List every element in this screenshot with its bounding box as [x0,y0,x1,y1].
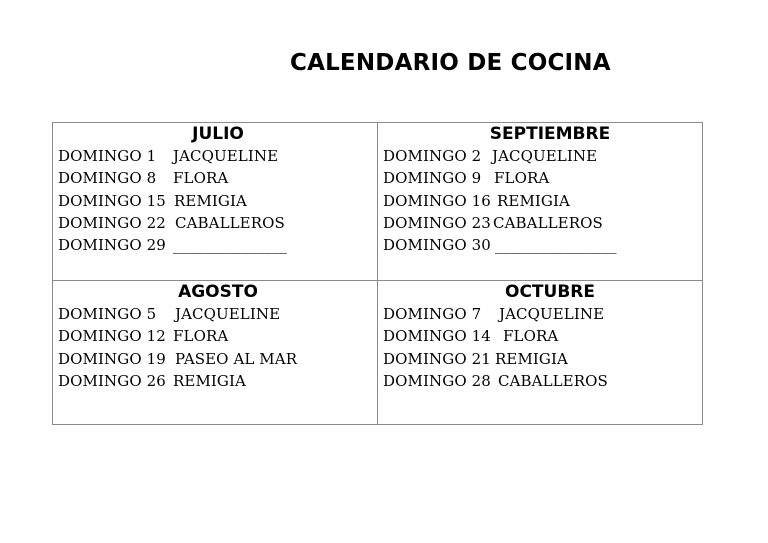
day-label: DOMINGO 2 [383,147,482,165]
assignee-name: JACQUELINE [173,147,279,165]
calendar-table [52,122,703,425]
list-item [58,145,377,167]
list-item [383,234,702,256]
day-label: DOMINGO 23 [383,213,491,232]
assignee-name: CABALLEROS [498,371,608,390]
day-label: DOMINGO 26 [58,371,166,390]
month-cell-julio [53,123,378,281]
assignee-name: JACQUELINE [492,147,598,165]
assignee-name: ________________ [495,236,617,255]
list-item [383,212,702,234]
assignee-name: _______________ [173,236,287,255]
assignee-name: JACQUELINE [175,305,281,323]
list-item [383,348,702,370]
list-item [58,370,377,392]
day-label: DOMINGO 30 [383,236,491,255]
assignee-name: FLORA [494,169,550,188]
list-item [383,167,702,189]
month-cell-septiembre [378,123,703,281]
day-label: DOMINGO 8 [58,169,157,188]
list-item [58,325,377,347]
day-label: DOMINGO 29 [58,236,166,255]
assignee-name: FLORA [173,327,229,346]
assignee-name: FLORA [503,327,559,346]
assignee-name: FLORA [173,169,229,188]
day-label: DOMINGO 1 [58,147,157,165]
day-label: DOMINGO 14 [383,327,491,346]
list-item [58,303,377,325]
day-label: DOMINGO 28 [383,371,491,390]
month-cell-agosto [53,281,378,425]
assignee-name: CABALLEROS [493,213,603,232]
list-item [58,348,377,370]
list-item [58,190,377,212]
assignee-name: REMIGIA [174,191,247,210]
day-label: DOMINGO 9 [383,169,482,188]
page-title: CALENDARIO DE COCINA [290,50,611,76]
assignee-name: REMIGIA [497,191,570,210]
month-title-agosto: AGOSTO [178,282,258,302]
day-label: DOMINGO 22 [58,213,166,232]
day-label: DOMINGO 21 [383,349,491,368]
month-title-octubre: OCTUBRE [505,282,595,302]
list-item [58,234,377,256]
day-label: DOMINGO 12 [58,327,166,346]
assignee-name: CABALLEROS [175,213,285,232]
day-label: DOMINGO 7 [383,305,482,323]
list-item [383,145,702,167]
assignee-name: PASEO AL MAR [175,349,298,368]
day-label: DOMINGO 19 [58,349,166,368]
list-item [383,303,702,325]
month-cell-octubre [378,281,703,425]
day-label: DOMINGO 16 [383,191,491,210]
list-item [383,190,702,212]
assignee-name: REMIGIA [495,349,568,368]
assignee-name: REMIGIA [173,371,246,390]
assignee-name: JACQUELINE [499,305,605,323]
day-label: DOMINGO 5 [58,305,157,323]
day-label: DOMINGO 15 [58,191,166,210]
month-title-septiembre: SEPTIEMBRE [489,124,611,144]
list-item [383,325,702,347]
month-title-julio: JULIO [192,124,244,144]
list-item [58,167,377,189]
table-row [53,123,703,281]
list-item [383,370,702,392]
list-item [58,212,377,234]
table-row [53,281,703,425]
